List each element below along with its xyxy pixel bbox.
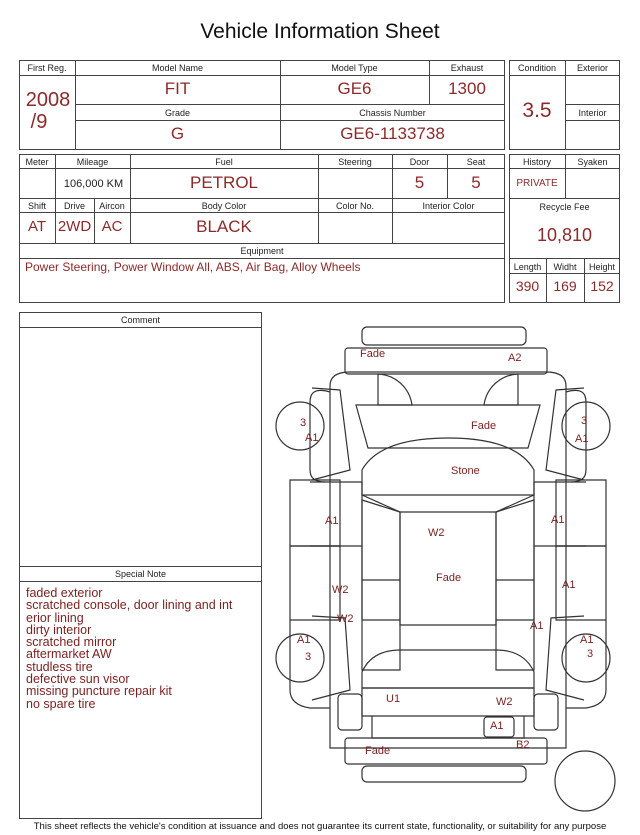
damage-rear-right-wheel-a: A1 bbox=[580, 634, 594, 646]
damage-right-rear-door: A1 bbox=[562, 579, 576, 591]
damage-roof-rear: Fade bbox=[436, 572, 462, 584]
damage-roof-front: W2 bbox=[428, 527, 445, 539]
damage-windshield: Stone bbox=[451, 465, 480, 477]
damage-front-bumper-right: A2 bbox=[508, 352, 522, 364]
body-color-value: BLACK bbox=[196, 217, 252, 236]
model-name-label: Model Name bbox=[151, 63, 204, 73]
interior-label: Interior bbox=[578, 108, 607, 118]
aircon-value: AC bbox=[101, 218, 123, 235]
special-note-list bbox=[26, 587, 260, 710]
shift-value: AT bbox=[27, 218, 47, 235]
width-value: 169 bbox=[553, 278, 577, 294]
special-note-item: dirty interior bbox=[26, 622, 92, 637]
first-reg-label: First Reg. bbox=[27, 63, 67, 73]
drive-label: Drive bbox=[63, 201, 85, 211]
disclaimer: This sheet reflects the vehicle's condition at issuance and does not guarantee its current state, functionality, or suitability for any purpose bbox=[33, 821, 607, 832]
model-type-label: Model Type bbox=[331, 63, 378, 73]
aircon-label: Aircon bbox=[99, 201, 125, 211]
seat-label: Seat bbox=[466, 157, 486, 167]
special-note-item: no spare tire bbox=[26, 696, 96, 711]
damage-rear-bumper: Fade bbox=[365, 745, 391, 757]
steering-label: Steering bbox=[338, 157, 372, 167]
condition-label: Condition bbox=[517, 63, 557, 73]
special-note-item: faded exterior bbox=[26, 586, 103, 600]
condition-value: 3.5 bbox=[522, 99, 552, 122]
first-reg-month: /9 bbox=[30, 111, 48, 133]
interior-color-label: Interior Color bbox=[422, 201, 475, 211]
fuel-label: Fuel bbox=[215, 157, 233, 167]
sheet-title: Vehicle Information Sheet bbox=[200, 20, 440, 43]
height-value: 152 bbox=[590, 278, 614, 294]
history-value: PRIVATE bbox=[516, 178, 558, 189]
door-label: Door bbox=[409, 157, 430, 167]
damage-hood: Fade bbox=[471, 420, 497, 432]
damage-front-bumper-top: Fade bbox=[360, 348, 386, 360]
height-label: Height bbox=[588, 262, 615, 272]
special-note-item: defective sun visor bbox=[26, 672, 130, 687]
chassis-value: GE6-1133738 bbox=[340, 124, 445, 143]
exhaust-value: 1300 bbox=[448, 79, 486, 98]
chassis-label: Chassis Number bbox=[359, 108, 426, 118]
damage-right-front-door: A1 bbox=[551, 514, 565, 526]
damage-rear-right-wheel-b: 3 bbox=[587, 648, 594, 660]
mileage-value: 106,000 KM bbox=[63, 178, 124, 190]
special-note-item: scratched console, door lining and int bbox=[26, 598, 233, 613]
damage-front-right-wheel-b: A1 bbox=[575, 433, 589, 445]
first-reg-year: 2008 bbox=[25, 89, 71, 111]
length-value: 390 bbox=[515, 278, 540, 294]
body-color-label: Body Color bbox=[201, 201, 247, 211]
comment-label: Comment bbox=[120, 315, 160, 325]
special-note-item: scratched mirror bbox=[26, 635, 117, 650]
grade-value: G bbox=[170, 124, 185, 143]
meter-label: Meter bbox=[25, 157, 49, 167]
door-value: 5 bbox=[414, 173, 425, 192]
exhaust-label: Exhaust bbox=[450, 63, 484, 73]
special-note-item: studless tire bbox=[26, 659, 93, 674]
damage-tailgate-left: U1 bbox=[386, 693, 401, 705]
model-name-value: FIT bbox=[164, 79, 191, 98]
length-label: Length bbox=[513, 262, 542, 272]
equipment-label: Equipment bbox=[240, 246, 284, 256]
damage-rear-left-wheel-b: 3 bbox=[305, 651, 312, 663]
damage-front-left-wheel-b: A1 bbox=[305, 432, 319, 444]
damage-front-left-wheel-a: 3 bbox=[300, 417, 307, 429]
damage-tailgate-right: W2 bbox=[496, 696, 513, 708]
damage-left-rear-door: W2 bbox=[332, 584, 349, 596]
damage-front-right-wheel-a: 3 bbox=[581, 415, 588, 427]
special-note-item: missing puncture repair kit bbox=[26, 684, 172, 699]
model-type-value: GE6 bbox=[337, 79, 372, 98]
grade-label: Grade bbox=[164, 108, 190, 118]
special-note-item: erior lining bbox=[26, 610, 84, 625]
seat-value: 5 bbox=[471, 173, 481, 192]
fuel-value: PETROL bbox=[189, 173, 259, 192]
equipment-value: Power Steering, Power Window All, ABS, Air Bag, Alloy Wheels bbox=[25, 260, 361, 274]
drive-value: 2WD bbox=[57, 218, 92, 235]
damage-left-front-door: A1 bbox=[325, 515, 339, 527]
damage-rear-bumper-right-b: B2 bbox=[516, 739, 530, 751]
damage-rear-bumper-right: A1 bbox=[490, 720, 504, 732]
shift-label: Shift bbox=[27, 201, 46, 211]
exterior-label: Exterior bbox=[576, 63, 608, 73]
recycle-fee-label: Recycle Fee bbox=[539, 202, 590, 212]
damage-left-rear-door-b: W2 bbox=[337, 613, 354, 625]
history-label: History bbox=[522, 157, 551, 167]
width-label: Widht bbox=[553, 262, 577, 272]
recycle-fee-value: 10,810 bbox=[536, 225, 593, 245]
car-damage-diagram bbox=[268, 322, 628, 818]
damage-right-rear-fender: A1 bbox=[530, 620, 544, 632]
syaken-label: Syaken bbox=[577, 157, 608, 167]
special-note-label: Special Note bbox=[114, 569, 167, 579]
color-no-label: Color No. bbox=[335, 201, 374, 211]
special-note-item: aftermarket AW bbox=[26, 647, 112, 662]
mileage-label: Mileage bbox=[76, 157, 109, 167]
damage-rear-left-wheel-a: A1 bbox=[297, 634, 311, 646]
